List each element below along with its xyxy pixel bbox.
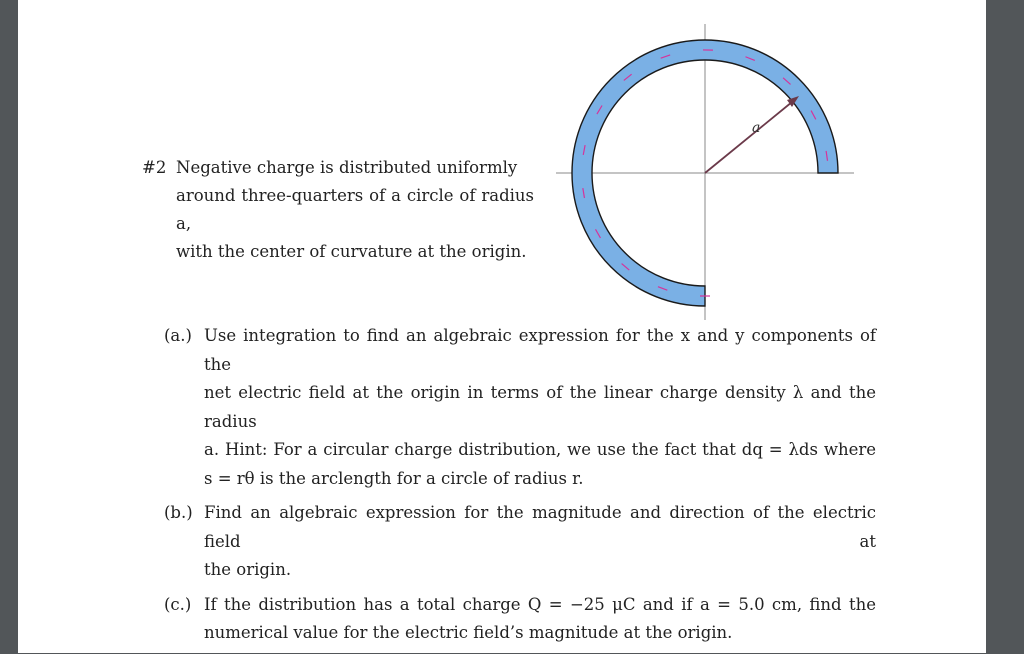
charge-arc-figure bbox=[556, 22, 876, 322]
radius-label: a bbox=[752, 120, 760, 136]
part-c bbox=[164, 591, 876, 648]
part-label: (b.) bbox=[164, 499, 193, 528]
part-line: Find an algebraic expression for the magnitude and direction of the electric field at bbox=[204, 499, 876, 556]
problem-statement bbox=[142, 154, 534, 266]
part-line: net electric field at the origin in terms of the linear charge density λ and the radius bbox=[204, 379, 876, 436]
part-line: numerical value for the electric field’s magnitude at the origin. bbox=[204, 619, 876, 648]
part-label: (a.) bbox=[164, 322, 192, 351]
part-line: Use integration to find an algebraic expression for the x and y components of the bbox=[204, 322, 876, 379]
part-a bbox=[164, 322, 876, 493]
radius-arrow bbox=[705, 102, 792, 173]
part-line: a. Hint: For a circular charge distribution, we use the fact that dq = λds where bbox=[204, 436, 876, 465]
intro-line: around three-quarters of a circle of radius a, bbox=[176, 182, 534, 238]
part-label: (c.) bbox=[164, 591, 191, 620]
part-b bbox=[164, 499, 876, 585]
document-page bbox=[18, 0, 986, 653]
part-line: If the distribution has a total charge Q = −25 μC and if a = 5.0 cm, find the bbox=[204, 591, 876, 620]
problem-intro bbox=[176, 154, 534, 266]
problem-number: #2 bbox=[142, 154, 176, 182]
part-line: the origin. bbox=[204, 556, 876, 585]
intro-line: #2 Negative charge is distributed uniformly bbox=[176, 154, 534, 182]
intro-line: with the center of curvature at the origin. bbox=[176, 238, 534, 266]
question-parts bbox=[164, 322, 876, 654]
part-line: s = rθ is the arclength for a circle of radius r. bbox=[204, 465, 876, 494]
